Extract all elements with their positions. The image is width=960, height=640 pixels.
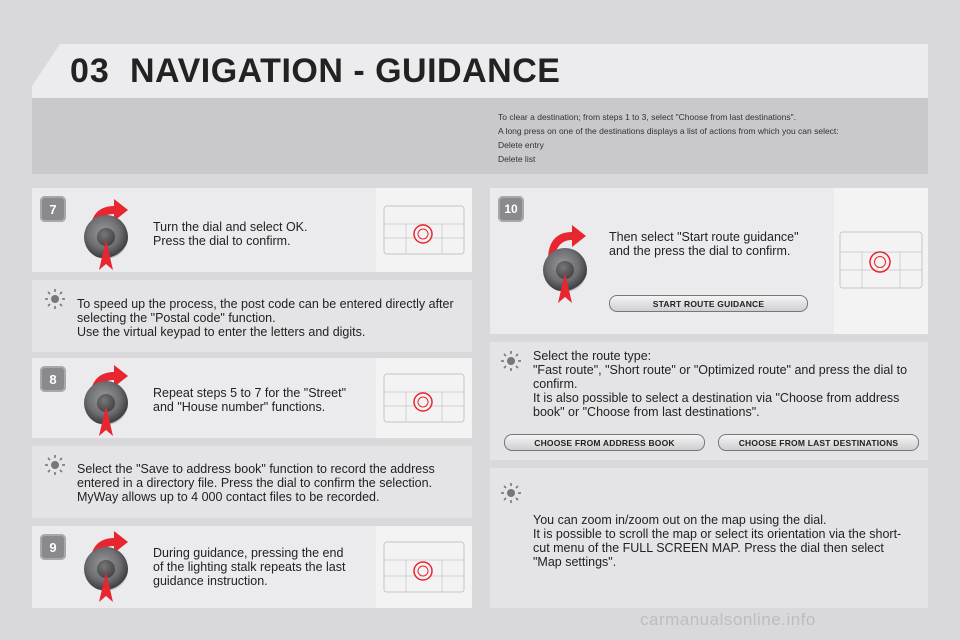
step-text-8 (153, 386, 368, 414)
step-line: Repeat steps 5 to 7 for the "Street" (153, 386, 347, 400)
red-arrow-icon (99, 406, 113, 436)
tip-line: Select the "Save to address book" function to record the address (77, 462, 435, 476)
red-arrow-icon (99, 572, 113, 602)
choose-from-last-destinations-button[interactable]: CHOOSE FROM LAST DESTINATIONS (718, 434, 919, 451)
control-panel-icon (376, 526, 472, 608)
tip-line: "Map settings". (533, 555, 617, 569)
step-badge-7: 7 (40, 196, 66, 222)
step-line: During guidance, pressing the end (153, 546, 344, 560)
step-text-7 (153, 220, 368, 248)
step-line: Turn the dial and select OK. (153, 220, 308, 234)
tip-line: entered in a directory file. Press the dial to confirm the selection. (77, 476, 433, 490)
chapter-number: 03 (70, 52, 110, 90)
tip-line: To speed up the process, the post code can be entered directly after (77, 297, 454, 311)
control-panel-icon (376, 188, 472, 272)
tip-line: It is also possible to select a destination via "Choose from address (533, 391, 900, 405)
tip-text (533, 349, 925, 419)
tip-line: selecting the "Postal code" function. (77, 311, 276, 325)
tip-line: book" or "Choose from last destinations". (533, 405, 760, 419)
intro-line: A long press on one of the destinations displays a list of actions from which you can select: (498, 126, 839, 136)
control-panel-area (376, 358, 472, 438)
red-arrow-icon (99, 240, 113, 270)
tip-text (77, 462, 467, 504)
tip-line: cut menu of the FULL SCREEN MAP. Press the dial then select (533, 541, 884, 555)
step-line: Then select "Start route guidance" (609, 230, 799, 244)
step-line: of the lighting stalk repeats the last (153, 560, 346, 574)
tip-text (533, 513, 925, 569)
tip-line: It is possible to scroll the map or select its orientation via the short- (533, 527, 902, 541)
tip-line: MyWay allows up to 4 000 contact files to be recorded. (77, 490, 380, 504)
tip-sun-icon (500, 350, 522, 372)
step-text-10 (609, 230, 824, 258)
step-line: guidance instruction. (153, 574, 268, 588)
tip-text (77, 297, 467, 339)
tip-sun-icon (44, 454, 66, 476)
intro-line: To clear a destination; from steps 1 to 3, select "Choose from last destinations". (498, 112, 797, 122)
choose-from-address-book-button[interactable]: CHOOSE FROM ADDRESS BOOK (504, 434, 705, 451)
step-text-9 (153, 546, 373, 588)
step-line: Press the dial to confirm. (153, 234, 291, 248)
control-panel-icon (376, 358, 472, 438)
intro-line: Delete list (498, 154, 536, 164)
red-arrow-icon (558, 273, 572, 303)
control-panel-area (834, 188, 928, 334)
intro-line: Delete entry (498, 140, 544, 150)
tip-line: Select the route type: (533, 349, 652, 363)
step-badge-10: 10 (498, 196, 524, 222)
control-panel-area (376, 526, 472, 608)
watermark: carmanualsonline.info (640, 610, 816, 629)
start-route-guidance-button[interactable]: START ROUTE GUIDANCE (609, 295, 808, 312)
control-panel-area (376, 188, 472, 272)
tip-line: You can zoom in/zoom out on the map using the dial. (533, 513, 827, 527)
step-line: and the press the dial to confirm. (609, 244, 791, 258)
page-title: NAVIGATION - GUIDANCE (130, 52, 561, 90)
intro-text (498, 110, 923, 166)
control-panel-icon (834, 188, 928, 334)
tip-sun-icon (44, 288, 66, 310)
tip-line: Use the virtual keypad to enter the letters and digits. (77, 325, 366, 339)
step-badge-8: 8 (40, 366, 66, 392)
step-badge-9: 9 (40, 534, 66, 560)
tip-line: confirm. (533, 377, 578, 391)
step-line: and "House number" functions. (153, 400, 326, 414)
tip-sun-icon (500, 482, 522, 504)
tip-line: "Fast route", "Short route" or "Optimized route" and press the dial to (533, 363, 908, 377)
